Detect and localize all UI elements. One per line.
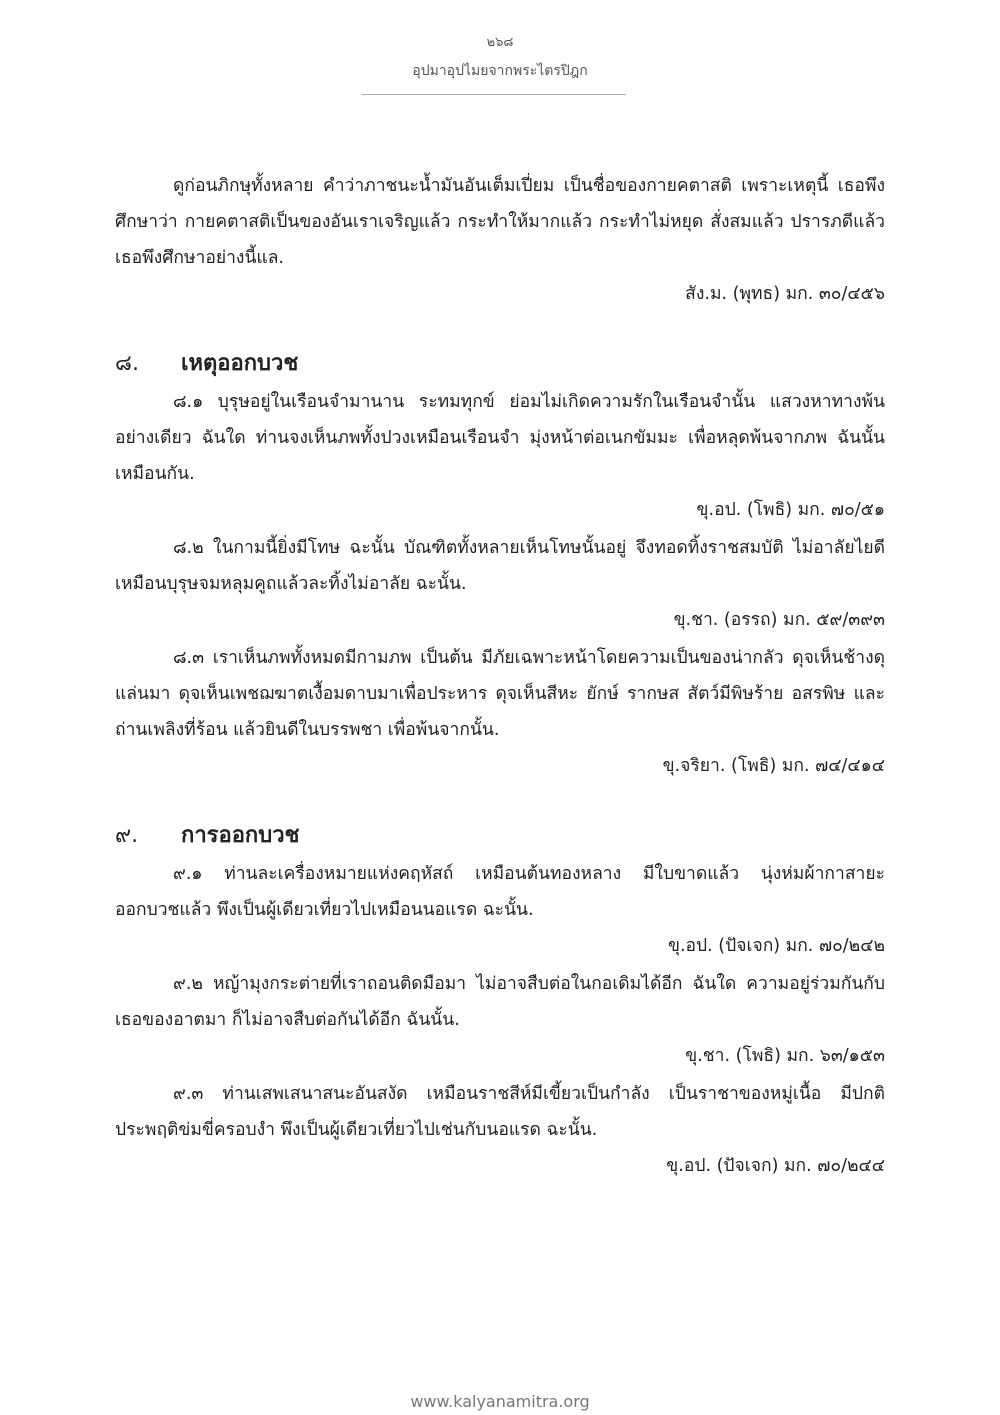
page-header	[0, 34, 1000, 82]
section-8	[115, 344, 885, 784]
item-text: ๙.๓ ท่านเสพเสนาสนะอันสงัด เหมือนราชสีห์มีเขี้ยวเป็นกำลัง เป็นราชาของหมู่เนื้อ มีปกติประพฤติข่มขี่ครอบงำ พึงเป็นผู้เดียวเที่ยวไปเช่นกับนอแรด ฉะนั้น.	[115, 1084, 885, 1140]
footer-url: www.kalyanamitra.org	[410, 1392, 590, 1411]
item-text: ๘.๓ เราเห็นภพทั้งหมดมีกามภพ เป็นต้น มีภัยเฉพาะหน้าโดยความเป็นของน่ากลัว ดุจเห็นช้างดุแล่นมา ดุจเห็นเพชฌฆาตเงื้อมดาบมาเพื่อประหาร ดุจเห็นสีหะ ยักษ์ รากษส สัตว์มีพิษร้าย อสรพิษ และถ่านเพลิงที่ร้อน แล้วยินดีในบรรพชา เพื่อพ้นจากนั้น.	[115, 648, 885, 740]
item-reference: ขุ.ชา. (อรรถ) มก. ๕๙/๓๙๓	[673, 610, 885, 630]
section-9	[115, 816, 885, 1184]
item-text: ๘.๑ บุรุษอยู่ในเรือนจำมานาน ระทมทุกข์ ย่อมไม่เกิดความรักในเรือนจำนั้น แสวงหาทางพ้นอย่างเดียว ฉันใด ท่านจงเห็นภพทั้งปวงเหมือนเรือนจำ มุ่งหน้าต่อเนกขัมมะ เพื่อหลุดพ้นจากภพ ฉันนั้นเหมือนกัน.	[115, 392, 885, 484]
section-heading	[115, 816, 885, 856]
book-title: อุปมาอุปไมยจากพระไตรปิฎก	[412, 63, 588, 79]
section-number: ๘.	[115, 351, 139, 376]
item-reference: ขุ.อป. (โพธิ) มก. ๗๐/๕๑	[696, 500, 885, 520]
section-title: การออกบวช	[181, 823, 300, 848]
page-content	[115, 168, 885, 1186]
intro-paragraph: ดูก่อนภิกษุทั้งหลาย คำว่าภาชนะน้ำมันอันเต็มเปี่ยม เป็นชื่อของกายคตาสติ เพราะเหตุนี้ เธอพึงศึกษาว่า กายคตาสติเป็นของอันเราเจริญแล้ว กระทำให้มากแล้ว กระทำไม่หยุด สั่งสมแล้ว ปรารภดีแล้ว เธอพึงศึกษาอย่างนี้แล.	[115, 176, 885, 268]
section-title: เหตุออกบวช	[181, 351, 299, 376]
section-heading	[115, 344, 885, 384]
item-text: ๙.๑ ท่านละเครื่องหมายแห่งคฤหัสถ์ เหมือนต้นทองหลาง มีใบขาดแล้ว นุ่งห่มผ้ากาสายะ ออกบวชแล้ว พึงเป็นผู้เดียวเที่ยวไปเหมือนนอแรด ฉะนั้น.	[115, 864, 885, 920]
item-reference: ขุ.อป. (ปัจเจก) มก. ๗๐/๒๔๔	[666, 1156, 885, 1176]
section-number: ๙.	[115, 823, 139, 848]
item-reference: ขุ.ชา. (โพธิ) มก. ๖๓/๑๕๓	[685, 1046, 885, 1066]
item-text: ๘.๒ ในกามนี้ยิ่งมีโทษ ฉะนั้น บัณฑิตทั้งหลายเห็นโทษนั้นอยู่ จึงทอดทิ้งราชสมบัติ ไม่อาลัยไยดี เหมือนบุรุษจมหลุมคูถแล้วละทิ้งไม่อาลัย ฉะนั้น.	[115, 538, 885, 594]
intro-reference: สัง.ม. (พุทธ) มก. ๓๐/๔๕๖	[685, 284, 885, 304]
item-reference: ขุ.อป. (ปัจเจก) มก. ๗๐/๒๔๒	[668, 936, 885, 956]
item-reference: ขุ.จริยา. (โพธิ) มก. ๗๔/๔๑๔	[662, 756, 885, 776]
header-divider	[362, 94, 626, 95]
item-text: ๙.๒ หญ้ามุงกระต่ายที่เราถอนติดมือมา ไม่อาจสืบต่อในกอเดิมได้อีก ฉันใด ความอยู่ร่วมกันกับเธอของอาตมา ก็ไม่อาจสืบต่อกันได้อีก ฉันนั้น.	[115, 974, 885, 1030]
page-number: ๒๖๘	[486, 35, 514, 50]
